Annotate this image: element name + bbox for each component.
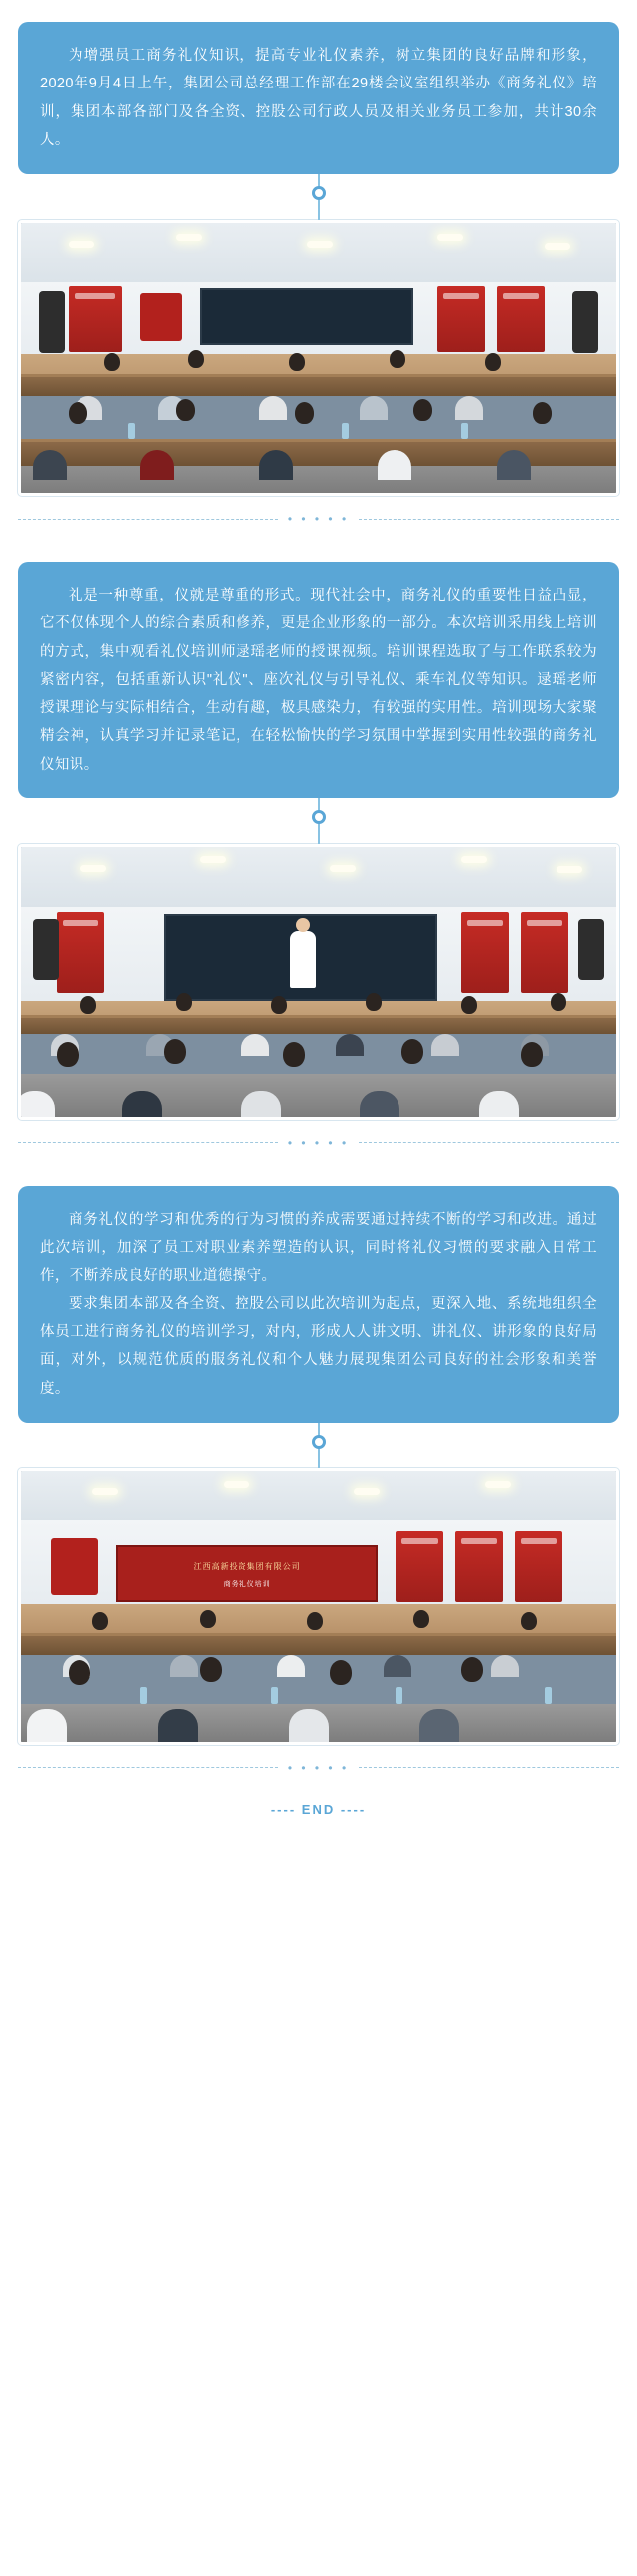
separator-dash-left — [18, 519, 278, 520]
end-marker — [0, 1803, 637, 1817]
connector-3 — [0, 1423, 637, 1468]
connector-dot-icon — [312, 1435, 326, 1449]
separator-dash-left — [18, 1142, 278, 1143]
end-label: ---- END ---- — [270, 1802, 367, 1817]
paragraph-text: 要求集团本部及各全资、控股公司以此次培训为起点，更深入地、系统地组织全体员工进行商务礼仪的培训学习，对内，形成人人讲文明、讲礼仪、讲形象的良好局面，对外，以规范优质的服务礼仪和个人魅力展现集团公司良好的社会形象和美誉度。 — [40, 1295, 597, 1397]
paragraph-card-2 — [18, 562, 619, 798]
paragraph-card-3 — [18, 1186, 619, 1423]
spacer-top — [0, 0, 637, 22]
connector-2 — [0, 798, 637, 844]
photo-3 — [21, 1471, 616, 1742]
photo-frame-3 — [18, 1468, 619, 1745]
connector-1 — [0, 174, 637, 220]
separator-dash-right — [359, 1767, 619, 1768]
photo-1 — [21, 223, 616, 493]
photo-frame-1 — [18, 220, 619, 496]
separator-dots: • • • • • — [287, 512, 350, 527]
separator-dash-left — [18, 1767, 278, 1768]
spacer-1 — [0, 528, 637, 562]
paragraph-text: 为增强员工商务礼仪知识，提高专业礼仪素养，树立集团的良好品牌和形象，2020年9月4日上午，集团公司总经理工作部在29楼会议室组织举办《商务礼仪》培训，集团本部各部门及各全资、控股公司行政人员及相关业务员工参加，共计30余人。 — [40, 48, 597, 148]
photo-banner-title: 江西高新投资集团有限公司 — [193, 1561, 301, 1571]
paragraph-card-1 — [18, 22, 619, 174]
photo-frame-2 — [18, 844, 619, 1120]
photo-2 — [21, 847, 616, 1117]
separator-3 — [18, 1759, 619, 1777]
separator-dots: • • • • • — [287, 1135, 350, 1150]
spacer-2 — [0, 1152, 637, 1186]
separator-1 — [18, 510, 619, 528]
paragraph-text: 商务礼仪的学习和优秀的行为习惯的养成需要通过持续不断的学习和改进。通过此次培训，加深了员工对职业素养塑造的认识，同时将礼仪习惯的要求融入日常工作，不断养成良好的职业道德操守。 — [40, 1211, 597, 1285]
separator-2 — [18, 1134, 619, 1152]
photo-banner-sub: 商务礼仪培训 — [223, 1580, 271, 1588]
paragraph-text: 礼是一种尊重，仪就是尊重的形式。现代社会中，商务礼仪的重要性日益凸显，它不仅体现个人的综合素质和修养，更是企业形象的一部分。本次培训采用线上培训的方式，集中观看礼仪培训师逯瑶老师的授课视频。培训课程选取了与工作联系较为紧密内容，包括重新认识"礼仪"、座次礼仪与引导礼仪、乘车礼仪等知识。逯瑶老师授课理论与实际相结合，生动有趣，极具感染力，有较强的实用性。培训现场大家聚精会神，认真学习并记录笔记，在轻松愉快的学习氛围中掌握到实用性较强的商务礼仪知识。 — [40, 588, 597, 773]
separator-dash-right — [359, 519, 619, 520]
separator-dash-right — [359, 1142, 619, 1143]
connector-dot-icon — [312, 186, 326, 200]
separator-dots: • • • • • — [287, 1760, 350, 1775]
connector-dot-icon — [312, 810, 326, 824]
